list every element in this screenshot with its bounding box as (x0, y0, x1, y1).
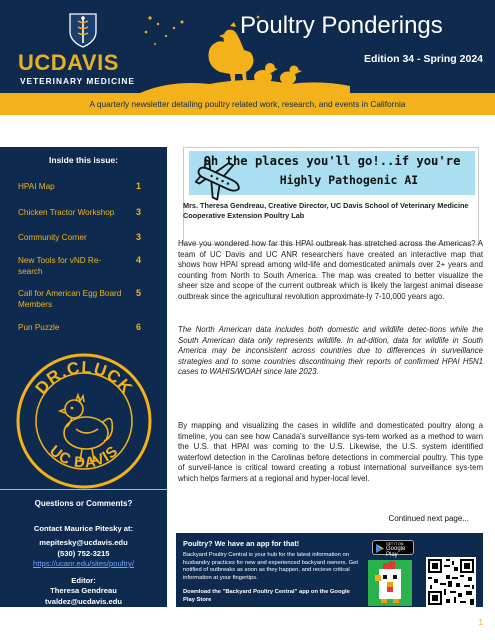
questions-panel (0, 499, 167, 607)
toc-item-label: New Tools for vND Re-search (18, 256, 102, 276)
dr-cluck-badge-logo (14, 351, 154, 491)
badge-top-text: DR.CLUCK (31, 357, 137, 398)
qr-code[interactable] (426, 557, 476, 607)
contact-phone: (530) 752-3215 (57, 548, 110, 558)
svg-text:DR.CLUCK (32, 358, 137, 398)
article-paragraph: By mapping and visualizing the cases in wildlife and domesticated poultry along a timeline, you can see how Canada's surveillance sys-tem worked as a method to warn the U.S. that HPAI was coming to the U.S. Likewise, the U.S. system identified waterfowl detection in the Carolinas before detections in commercial poultry. This type of surveil-lance is critical toward creating a robust international surveillance sys-tem which helps farmers at a regional and hyper-local level. (178, 421, 483, 483)
app-promo-panel (176, 533, 483, 607)
ucdavis-logo (16, 10, 156, 86)
article-byline: Mrs. Theresa Gendreau, Creative Director, UC Davis School of Veterinary Medicine Cooperative Extension Poultry Lab (183, 201, 469, 220)
toc-item-label: Chicken Tractor Workshop (18, 208, 115, 217)
edition-label: Edition 34 - Spring 2024 (363, 53, 483, 65)
google-play-badge[interactable] (372, 540, 414, 558)
questions-heading: Questions or Comments? (34, 499, 133, 508)
toc-item-label: Call for American Egg Board Members (18, 289, 122, 309)
website-link[interactable]: https://ucanr.edu/sites/poultry/ (33, 559, 134, 568)
toc-item-page: 3 (136, 232, 142, 242)
continued-label: Continued next page... (388, 514, 469, 523)
tagline-bar: A quarterly newsletter detailing poultry related work, research, and events in California (0, 93, 495, 115)
toc-item-page: 3 (136, 207, 142, 217)
google-play-icon (376, 544, 384, 553)
contact-label: Contact Maurice Pitesky at: (33, 523, 134, 533)
sidebar (0, 147, 167, 607)
toc-item-page: 5 (136, 288, 142, 298)
toc-item-label: Pun Puzzle (18, 323, 60, 332)
caduceus-shield-icon (68, 12, 98, 48)
badge-bottom-text: UC DAVIS (46, 442, 122, 472)
sidebar-divider (0, 489, 167, 490)
toc-item-page: 1 (136, 181, 142, 191)
toc-item-label: Community Corner (18, 233, 87, 242)
dept-wordmark: VETERINARY MEDICINE (20, 76, 135, 86)
editor-name: Theresa Gendreau (50, 586, 117, 595)
article-paragraph-italic: The North American data includes both domestic and wildlife detec-tions while the South American data only represents wildlife. In ad-dition, data for wildlife in South America may be inconsistent across countries due to differences in surveillance strategies and to some countries discontinuing their reports of confirmed HPAI H5N1 cases to WAHIS/WOAH since late 2023. (178, 325, 483, 377)
article-banner (183, 147, 479, 245)
masthead (0, 0, 495, 93)
page-number: 1 (478, 618, 483, 627)
rooster-app-icon (368, 560, 412, 606)
app-promo-description: Backyard Poultry Central is your hub for the latest information on husbandry practices for new and experienced backyard owners. Get notified of outbreaks as soon as they happen, and recieve critical information at your fingertips. (183, 552, 358, 581)
editor-label: Editor: (71, 575, 96, 585)
article-heading-line2: Highly Pathogenic AI (279, 173, 419, 187)
google-play-top-text: GET IT ON (386, 542, 404, 546)
google-play-name: Google Play (386, 546, 406, 558)
editor-email-link[interactable]: tvaldez@ucdavis.edu (44, 596, 123, 606)
article-heading-line1: Oh the places you'll go!..if you're (203, 154, 461, 168)
toc-item-label: HPAI Map (18, 182, 55, 191)
toc-item-page: 6 (136, 322, 142, 332)
org-wordmark: UCDAVIS (18, 50, 119, 75)
app-download-note: Download the "Backyard Poultry Central" app on the Google Play Store (183, 589, 350, 603)
contact-email-link[interactable]: mepitesky@ucdavis.edu (39, 538, 128, 547)
article-paragraph: Have you wondered how far this HPAI outbreak has stretched across the Americas? A team of UC Davis and UC ANR researchers have created an interactive map that shows how HPAI spread among wild-life and domesticated animals over 2+ years and counting from North to South America. The map was created to better visualize the sheer size and scope of the current outbreak which is likely the largest animal disease outbreak since the agricultural revolution approximate-ly 7-10,000 years ago. (178, 239, 483, 301)
svg-text:UC DAVIS (46, 442, 122, 471)
app-promo-title: Poultry? We have an app for that! (183, 539, 300, 548)
toc-item-page: 4 (136, 255, 142, 265)
airplane-icon (191, 152, 245, 206)
newsletter-title: Poultry Ponderings (240, 12, 443, 39)
toc-heading: Inside this issue: (49, 155, 118, 165)
